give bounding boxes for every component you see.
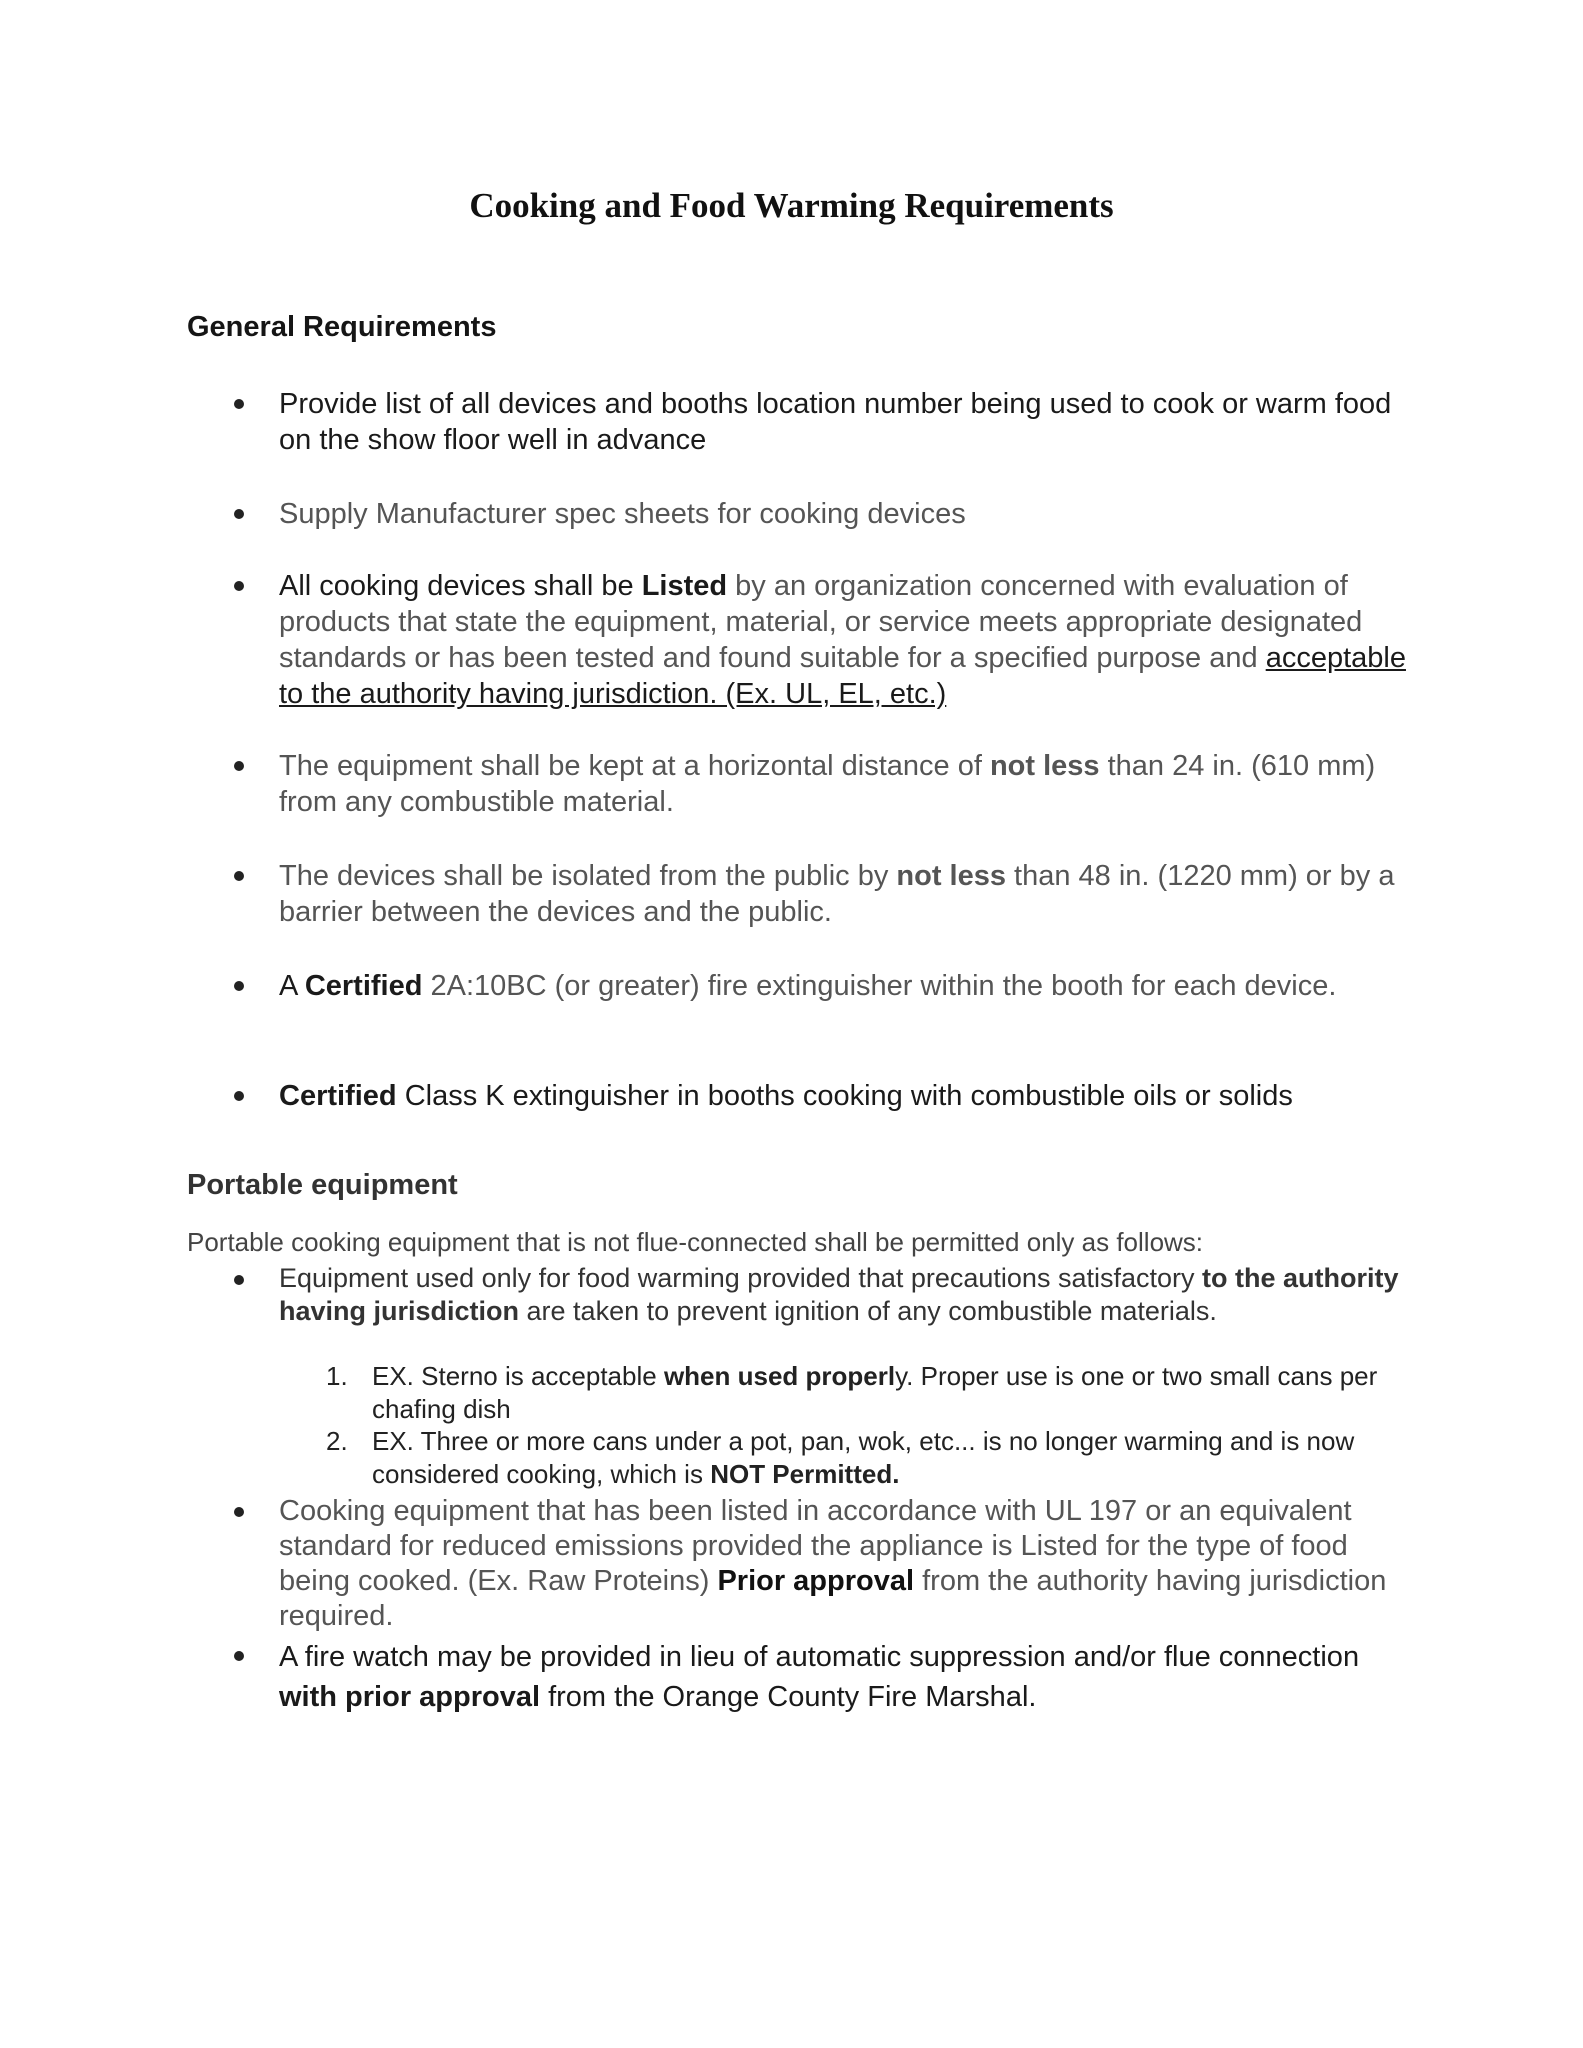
bullet-text [279, 1262, 1409, 1328]
portable-equipment-heading: Portable equipment [187, 1169, 458, 1201]
bullet-text [279, 1078, 1409, 1114]
bullet-text [279, 568, 1409, 712]
bullet-text [279, 1637, 1409, 1717]
not-less-emphasis: not less [896, 860, 1006, 892]
text-span: The devices shall be isolated from the public by [279, 860, 897, 892]
text-span: All cooking devices shall be [279, 570, 642, 602]
text-span: from the Orange County Fire Marshal. [540, 1681, 1037, 1713]
document-title: Cooking and Food Warming Requirements [469, 186, 1114, 225]
text-span: than 24 in. (610 mm) from any combustible material. [279, 750, 1376, 818]
bullet-icon [234, 1651, 244, 1661]
bullet-icon [234, 1275, 244, 1285]
certified-emphasis: Certified [304, 970, 423, 1002]
authority-emphasis: to the authority having jurisdiction [279, 1263, 1399, 1326]
text-span: A fire watch may be provided in lieu of automatic suppression and/or flue connection [279, 1641, 1360, 1673]
bullet-text [279, 748, 1409, 820]
text-span: from the authority having jurisdiction required. [279, 1565, 1387, 1632]
bullet-icon [234, 761, 244, 771]
bullet-icon [234, 509, 244, 519]
numbered-item-text [372, 1425, 1402, 1491]
numbered-item-text [372, 1360, 1402, 1426]
bullet-text [279, 858, 1409, 930]
bullet-text: Provide list of all devices and booths location number being used to cook or warm food on the show floor well in advance [279, 388, 1392, 456]
list-number: 1. [326, 1361, 348, 1391]
bullet-icon [234, 871, 244, 881]
authority-underlined-text: acceptable to the authority having jurisdiction. (Ex. UL, EL, etc.) [279, 642, 1406, 710]
text-span: are taken to prevent ignition of any combustible materials. [519, 1296, 1217, 1326]
when-used-properly-emphasis: when used properl [663, 1361, 896, 1391]
prior-approval-emphasis: Prior approval [717, 1565, 915, 1597]
text-span: than 48 in. (1220 mm) or by a barrier between the devices and the public. [279, 860, 1395, 928]
text-span: y. Proper use is one or two small cans per chafing dish [372, 1361, 1378, 1424]
text-span: EX. Sterno is acceptable [372, 1361, 664, 1391]
bullet-icon [234, 981, 244, 991]
with-prior-approval-emphasis: with prior approval [279, 1681, 541, 1713]
bullet-text [279, 1494, 1409, 1634]
bullet-icon [234, 399, 244, 409]
list-number: 2. [326, 1426, 348, 1456]
text-span: The equipment shall be kept at a horizontal distance of [279, 750, 990, 782]
text-span: Equipment used only for food warming provided that precautions satisfactory [279, 1263, 1202, 1293]
general-requirements-heading: General Requirements [187, 311, 497, 343]
text-span: Class K extinguisher in booths cooking with combustible oils or solids [396, 1080, 1293, 1112]
text-span: A [279, 970, 305, 1002]
text-span: 2A:10BC (or greater) fire extinguisher within the booth for each device. [422, 970, 1337, 1002]
text-span: EX. Three or more cans under a pot, pan, wok, etc... is no longer warming and is now considered cooking, which is [372, 1426, 1355, 1489]
text-span: Cooking equipment that has been listed in accordance with UL 197 or an equivalent standard for reduced emissions provided the appliance is Listed for the type of food being cooked. (Ex. Raw Proteins) [279, 1495, 1352, 1597]
bullet-text: Supply Manufacturer spec sheets for cooking devices [279, 498, 966, 530]
bullet-icon [234, 581, 244, 591]
listed-emphasis: Listed [641, 570, 728, 602]
bullet-icon [234, 1507, 244, 1517]
not-less-emphasis: not less [989, 750, 1100, 782]
not-permitted-emphasis: NOT Permitted. [710, 1459, 900, 1489]
bullet-icon [234, 1091, 244, 1101]
text-span: by an organization concerned with evaluation of products that state the equipment, material, or service meets appropriate designated standards or has been tested and found suitable for a specified purpose and [279, 570, 1363, 674]
portable-intro-text: Portable cooking equipment that is not flue-connected shall be permitted only as follows: [187, 1227, 1204, 1257]
bullet-text [279, 968, 1409, 1004]
certified-emphasis: Certified [279, 1080, 397, 1112]
